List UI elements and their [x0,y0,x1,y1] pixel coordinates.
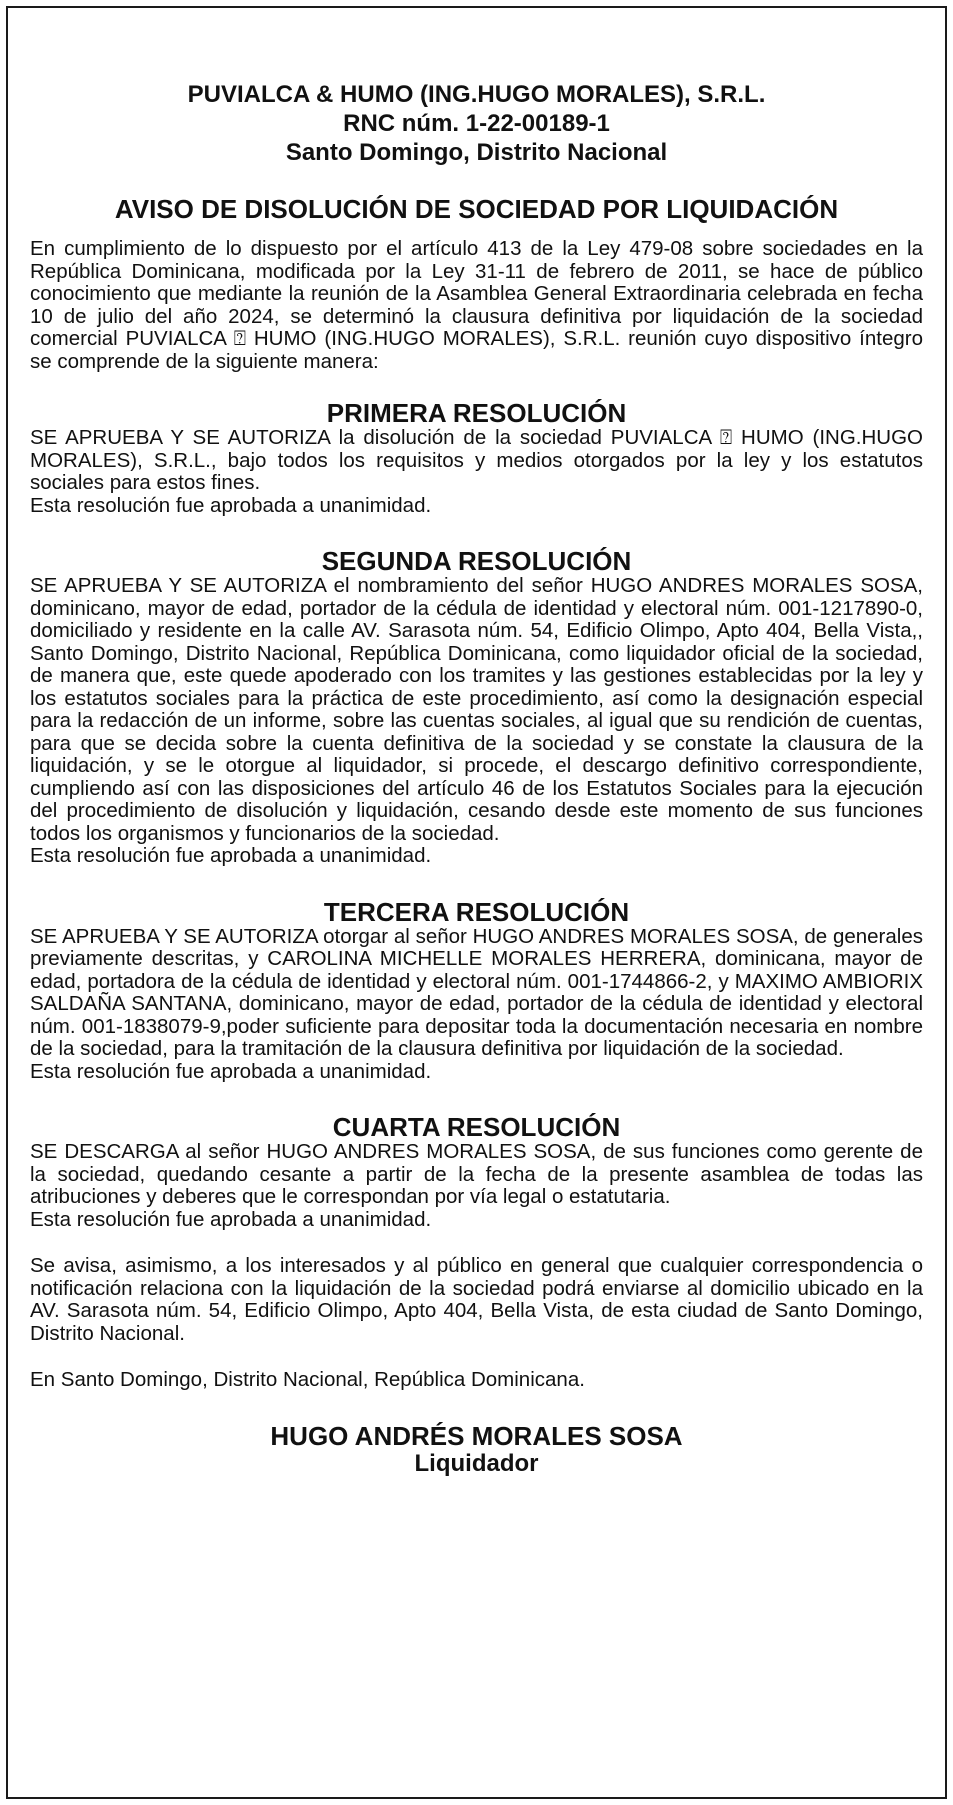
resolution-2 [30,547,923,868]
company-header [30,80,923,167]
resolution-title: TERCERA RESOLUCIÓN [323,896,630,927]
resolution-4 [30,1113,923,1231]
notice-title: AVISO DE DISOLUCIÓN DE SOCIEDAD POR LIQUIDACIÓN [114,194,839,224]
place-line: En Santo Domingo, Distrito Nacional, República Dominicana. [30,1368,585,1391]
resolution-1 [30,399,923,517]
resolution-text: SE DESCARGA al señor HUGO ANDRES MORALES SOSA, de sus funciones como gerente de la sociedad, quedando cesante a partir de la fecha de la presente asamblea de todas las atribuciones y deberes que le correspondan por vía legal o estatutaria. [30,1140,923,1208]
resolution-3 [30,898,923,1084]
resolution-approval: Esta resolución fue aprobada a unanimidad. [30,493,432,517]
legal-notice [30,80,923,1478]
resolution-title: SEGUNDA RESOLUCIÓN [321,546,632,576]
resolution-text: SE APRUEBA Y SE AUTORIZA otorgar al señor HUGO ANDRES MORALES SOSA, de generales previamente descritas, y CAROLINA MICHELLE MORALES HERRERA, dominicana, mayor de edad, portadora de la cédula de identidad y electoral núm. 001-1744866-2, y MAXIMO AMBIORIX SALDAÑA SANTANA, dominicano, mayor de edad, portador de la cédula de identidad y electoral núm. 001-1838079-9,poder suficiente para depositar toda la documentación necesaria en nombre de la sociedad, para la tramitación de la clausura definitiva por liquidación de la sociedad. [30,924,923,1060]
resolution-text: SE APRUEBA Y SE AUTORIZA la disolución de la sociedad PUVIALCA ⍰ HUMO (ING.HUGO MORALES), S.R.L., bajo todos los requisitos y medios otorgados por la ley y los estatutos sociales para estos fines. [30,426,923,494]
resolution-text: SE APRUEBA Y SE AUTORIZA el nombramiento del señor HUGO ANDRES MORALES SOSA, dominicano, mayor de edad, portador de la cédula de identidad y electoral núm. 001-1217890-0, domiciliado y residente en la calle AV. Sarasota núm. 54, Edificio Olimpo, Apto 404, Bella Vista,, Santo Domingo, Distrito Nacional, República Dominicana, como liquidador oficial de la sociedad, de manera que, este quede apoderado con los tramites y las gestiones establecidas por la ley y los estatutos sociales para la práctica de este procedimiento, así como la designación especial para la redacción de un informe, sobre las cuentas sociales, al igual que su rendición de cuentas, para que se decida sobre la cuenta definitiva de la sociedad y se constate la clausura de la liquidación, y se le otorgue al liquidador, si procede, el descargo definitivo correspondiente, cumpliendo así con las disposiciones del artículo 46 de los Estatutos Sociales para la ejecución del procedimiento de disolución y liquidación, cesando desde este momento de sus funciones todos los organismos y funcionarios de la sociedad. [30,574,923,845]
company-rnc: RNC núm. 1-22-00189-1 [343,110,610,137]
resolution-approval: Esta resolución fue aprobada a unanimidad. [30,844,432,867]
intro-paragraph: En cumplimiento de lo dispuesto por el artículo 413 de la Ley 479-08 sobre sociedades en la República Dominicana, modificada por la Ley 31-11 de febrero de 2011, se hace de público conocimiento que mediante la reunión de la Asamblea General Extraordinaria celebrada en fecha 10 de julio del año 2024, se determinó la clausura definitiva por liquidación de la sociedad comercial PUVIALCA ⍰ HUMO (ING.HUGO MORALES), S.R.L. reunión cuyo dispositivo íntegro se comprende de la siguiente manera: [30,237,923,373]
resolution-approval: Esta resolución fue aprobada a unanimidad. [30,1059,432,1083]
signature-block [30,1422,923,1478]
resolution-approval: Esta resolución fue aprobada a unanimidad. [30,1207,432,1231]
company-name: PUVIALCA & HUMO (ING.HUGO MORALES), S.R.L. [187,81,766,108]
signatory-name: HUGO ANDRÉS MORALES SOSA [270,1420,683,1451]
company-location: Santo Domingo, Distrito Nacional [285,139,668,166]
resolution-title: CUARTA RESOLUCIÓN [332,1112,621,1142]
closing-notice: Se avisa, asimismo, a los interesados y al público en general que cualquier correspondencia o notificación relaciona con la liquidación de la sociedad podrá enviarse al domicilio ubicado en la AV. Sarasota núm. 54, Edificio Olimpo, Apto 404, Bella Vista, de esta ciudad de Santo Domingo, Distrito Nacional. [30,1254,923,1345]
resolution-title: PRIMERA RESOLUCIÓN [326,398,627,428]
signatory-role: Liquidador [414,1449,539,1477]
